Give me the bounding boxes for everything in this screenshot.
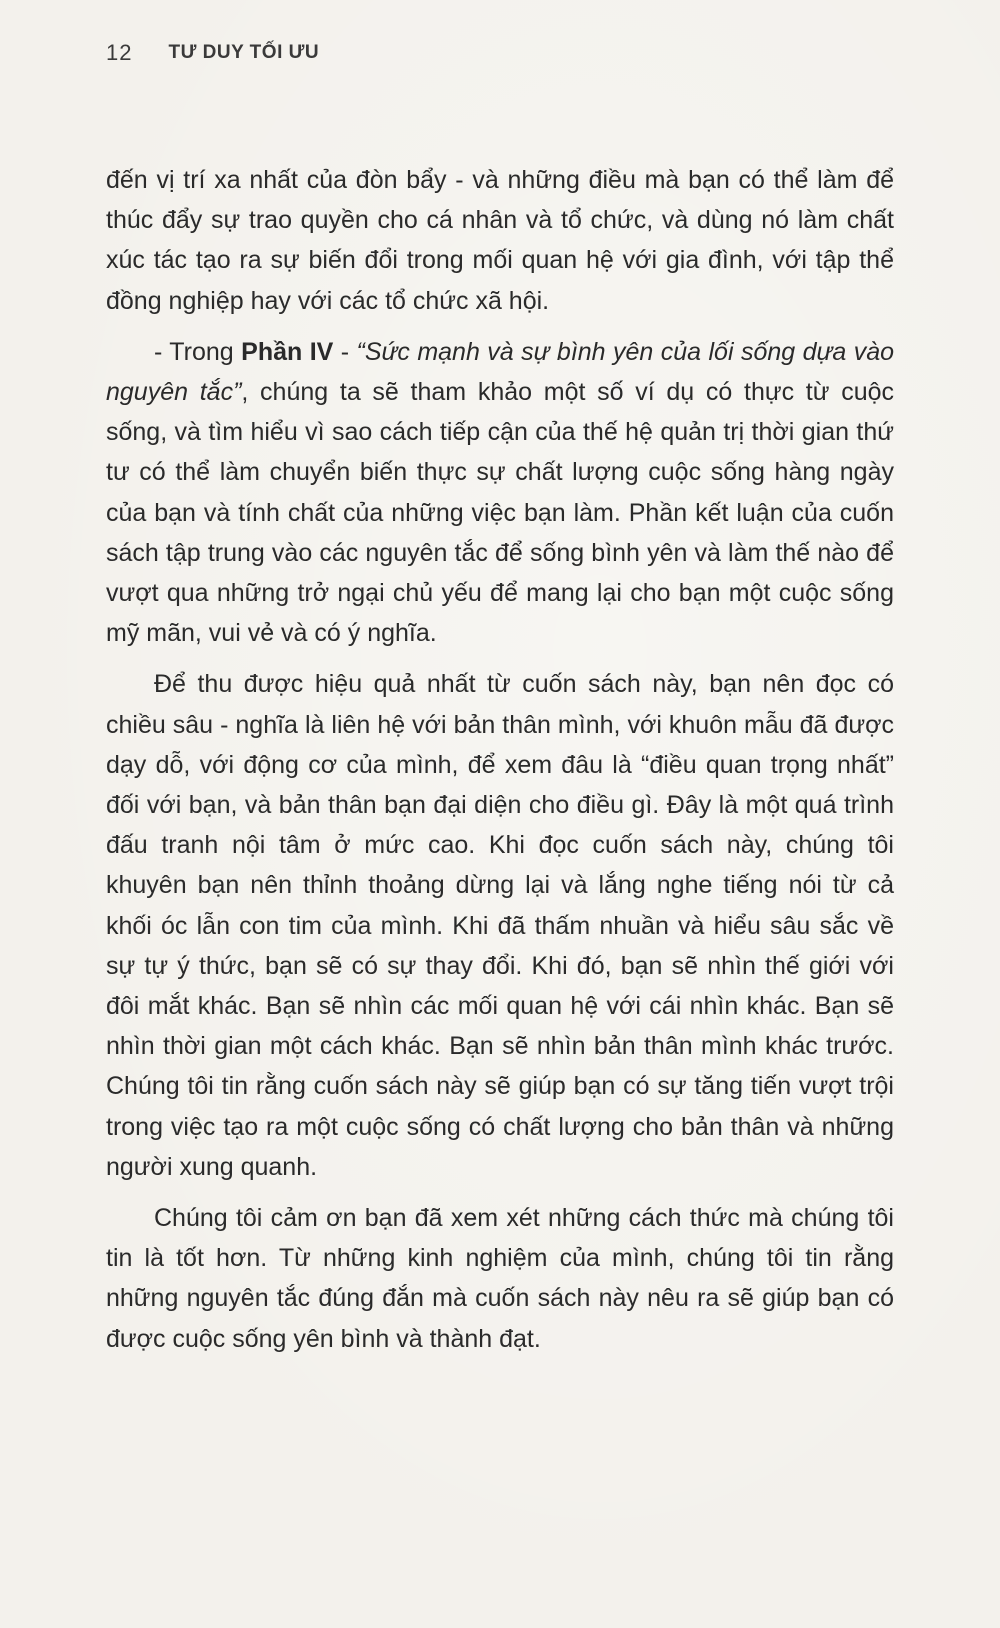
part-label: Phần IV bbox=[241, 337, 334, 366]
part-dash: - bbox=[333, 337, 357, 366]
part-lead: - Trong bbox=[154, 337, 242, 366]
page-number: 12 bbox=[106, 40, 133, 65]
paragraph-reading-advice: Để thu được hiệu quả nhất từ cuốn sách này, bạn nên đọc có chiều sâu - nghĩa là liên hệ với bản thân mình, với khuôn mẫu đã được dạy dỗ, với động cơ của mình, để xem đâu là “điều quan trọng nhất” đối với bạn, và bản thân bạn đại diện cho điều gì. Đây là một quá trình đấu tranh nội tâm ở mức cao. Khi đọc cuốn sách này, chúng tôi khuyên bạn nên thỉnh thoảng dừng lại và lắng nghe tiếng nói từ cả khối óc lẫn con tim của mình. Khi đã thấm nhuần và hiểu sâu sắc về sự tự ý thức, bạn sẽ có sự thay đổi. Khi đó, bạn sẽ nhìn thế giới với đôi mắt khác. Bạn sẽ nhìn các mối quan hệ với cái nhìn khác. Bạn sẽ nhìn thời gian một cách khác. Bạn sẽ nhìn bản thân mình khác trước. Chúng tôi tin rằng cuốn sách này sẽ giúp bạn có sự tăng tiến vượt trội trong việc tạo ra một cuộc sống có chất lượng cho bản thân và những người xung quanh. bbox=[106, 670, 894, 1181]
paragraph-thanks: Chúng tôi cảm ơn bạn đã xem xét những cách thức mà chúng tôi tin là tốt hơn. Từ những kinh nghiệm của mình, chúng tôi tin rằng những nguyên tắc đúng đắn mà cuốn sách này nêu ra sẽ giúp bạn có được cuộc sống yên bình và thành đạt. bbox=[106, 1204, 894, 1353]
book-title: TƯ DUY TỐI ƯU bbox=[168, 42, 320, 63]
paragraph-continuation: đến vị trí xa nhất của đòn bẩy - và những điều mà bạn có thể làm để thúc đẩy sự trao quyền cho cá nhân và tổ chức, và dùng nó làm chất xúc tác tạo ra sự biến đổi trong mối quan hệ với gia đình, với tập thể đồng nghiệp hay với các tổ chức xã hội. bbox=[106, 166, 894, 315]
part-description: , chúng ta sẽ tham khảo một số ví dụ có thực từ cuộc sống, và tìm hiểu vì sao cách tiếp cận của thế hệ quản trị thời gian thứ tư có thể làm chuyển biến thực sự chất lượng cuộc sống hàng ngày của bạn và tính chất của những việc bạn làm. Phần kết luận của cuốn sách tập trung vào các nguyên tắc để sống bình yên và làm thế nào để vượt qua những trở ngại chủ yếu để mang lại cho bạn một cuộc sống mỹ mãn, vui vẻ và có ý nghĩa. bbox=[106, 378, 894, 648]
part-title: “Sức mạnh và sự bình yên của lối sống dựa vào nguyên tắc” bbox=[106, 337, 895, 407]
body-text bbox=[106, 160, 894, 1370]
paragraph-part-iv bbox=[106, 332, 894, 654]
running-header bbox=[106, 40, 319, 66]
